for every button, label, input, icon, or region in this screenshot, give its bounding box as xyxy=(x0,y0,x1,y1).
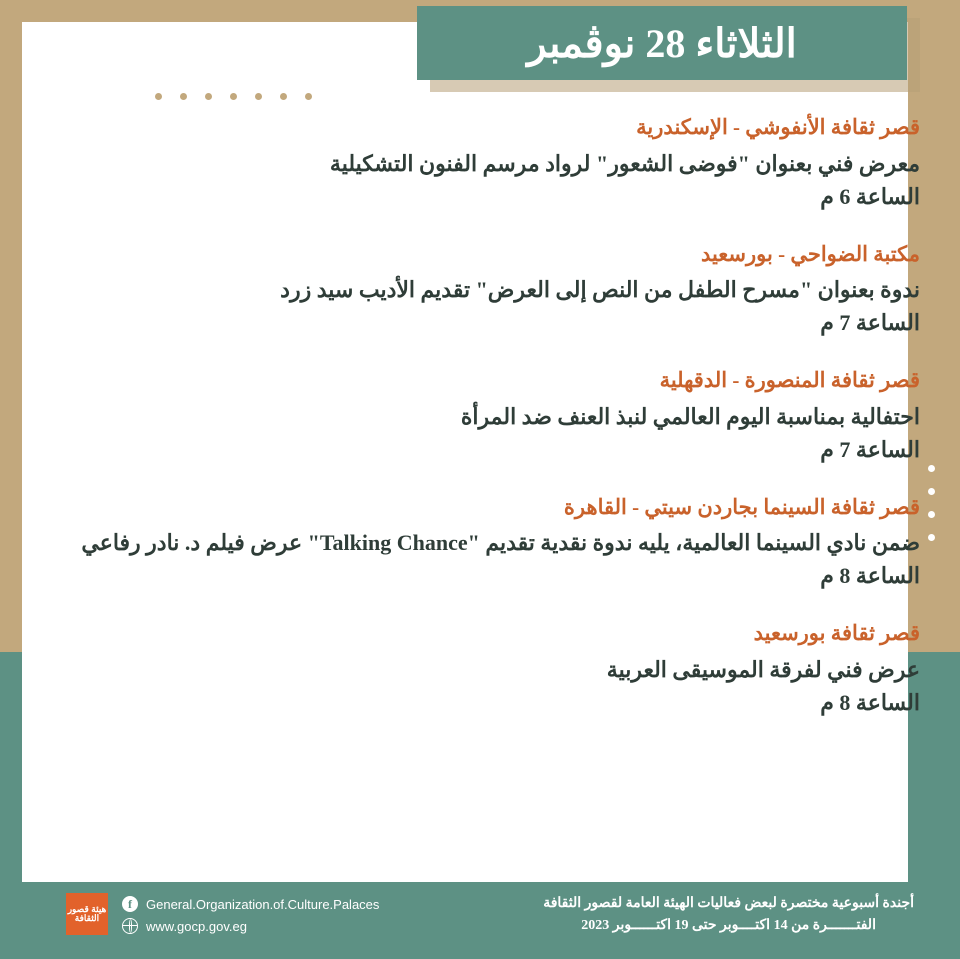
dot xyxy=(928,534,935,541)
event-item xyxy=(40,365,920,466)
footer-contact-block xyxy=(122,893,452,937)
event-time: الساعة 8 م xyxy=(820,563,920,588)
dot xyxy=(230,93,237,100)
dot xyxy=(928,465,935,472)
dot xyxy=(180,93,187,100)
event-description: ندوة بعنوان "مسرح الطفل من النص إلى العرض" تقديم الأديب سيد زرد xyxy=(280,277,920,302)
event-item xyxy=(40,112,920,213)
website-row[interactable] xyxy=(122,915,452,937)
event-item xyxy=(40,618,920,719)
dot xyxy=(928,511,935,518)
dot xyxy=(280,93,287,100)
globe-icon[interactable] xyxy=(122,918,138,934)
event-description: ضمن نادي السينما العالمية، يليه ندوة نقدية تقديم "Talking Chance" عرض فيلم د. نادر رفاعي xyxy=(81,530,920,555)
decorative-dots-right xyxy=(928,465,935,541)
event-item xyxy=(40,492,920,593)
event-time: الساعة 7 م xyxy=(820,310,920,335)
event-time: الساعة 6 م xyxy=(820,183,920,209)
event-description: احتفالية بمناسبة اليوم العالمي لنبذ العنف ضد المرأة xyxy=(460,403,920,429)
logo-text: هيئة قصور الثقافة xyxy=(67,903,107,923)
event-venue: قصر ثقافة الأنفوشي - الإسكندرية xyxy=(636,115,920,139)
event-venue: مكتبة الضواحي - بورسعيد xyxy=(700,241,920,266)
organization-logo xyxy=(66,893,108,935)
facebook-handle[interactable]: General.Organization.of.Culture.Palaces xyxy=(146,896,380,912)
event-venue: قصر ثقافة بورسعيد xyxy=(753,621,920,645)
facebook-row[interactable] xyxy=(122,893,452,915)
dot xyxy=(305,93,312,100)
dot xyxy=(205,93,212,100)
event-time: الساعة 7 م xyxy=(820,436,920,462)
event-venue: قصر ثقافة المنصورة - الدقهلية xyxy=(659,368,920,392)
event-description: عرض فني لفرقة الموسيقى العربية xyxy=(606,656,920,682)
website-url[interactable]: www.gocp.gov.eg xyxy=(146,918,247,934)
dot xyxy=(155,93,162,100)
decorative-dots-top xyxy=(155,93,312,100)
date-header-text: الثلاثاء 28 نوڤمبر xyxy=(527,20,797,66)
date-ribbon xyxy=(417,6,907,80)
footer-note-line-1: أجندة أسبوعية مختصرة لبعض فعاليات الهيئة العامة لقصور الثقافة xyxy=(543,896,914,911)
event-venue: قصر ثقافة السينما بجاردن سيتي - القاهرة xyxy=(563,494,920,519)
footer-note-line-2: الفتـــــــرة من 14 اكتــــوبر حتى 19 اكتــــــوبر 2023 xyxy=(581,918,876,934)
event-item xyxy=(40,239,920,340)
event-description: معرض فني بعنوان "فوضى الشعور" لرواد مرسم الفنون التشكيلية xyxy=(329,150,920,176)
events-list xyxy=(40,112,920,745)
event-time: الساعة 8 م xyxy=(820,689,920,715)
dot xyxy=(255,93,262,100)
facebook-icon[interactable]: f xyxy=(122,896,138,912)
footer-note-block xyxy=(543,893,914,938)
dot xyxy=(928,488,935,495)
